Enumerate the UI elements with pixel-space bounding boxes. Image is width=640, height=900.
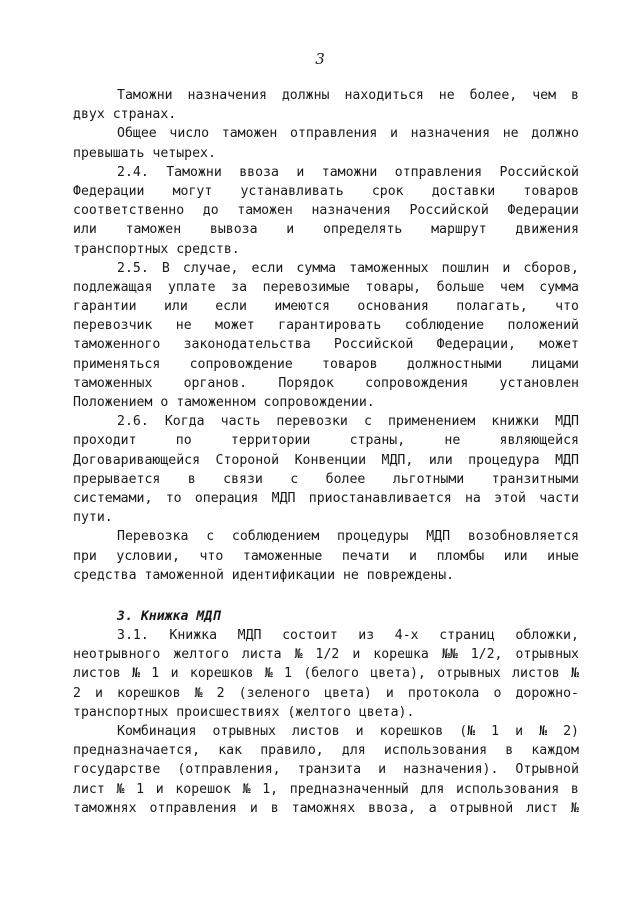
word: 2 [73,685,81,701]
section-heading: 3. Книжка МДП [117,608,221,624]
word: Российской [333,337,414,353]
word: основания [357,299,429,315]
word: (№ [459,724,476,739]
word: каждом [531,743,579,759]
word: таможенных [349,260,429,276]
word: системами, [73,490,153,506]
word: МДП, [381,452,414,468]
word: (белого [303,666,359,682]
word: № [539,724,548,739]
word: страниц [439,628,495,644]
word: 1/2 [315,647,340,663]
word: таможен [125,222,182,238]
text-line [73,259,579,278]
word: до [202,203,219,219]
word: ввоза, [368,800,416,816]
word: лист [526,800,558,816]
word: подлежащая [73,279,153,295]
word: не [175,318,192,334]
word: цвета) [324,685,372,701]
word: процедура [468,452,540,468]
word: цвета), [370,666,426,682]
word: 1 [136,781,145,797]
text-line [73,760,579,779]
word: использования [456,781,560,797]
text-line: пути. [73,510,113,526]
word: 1/2, [470,647,503,663]
word: 2.6. [117,414,149,430]
word: Порядок [278,375,334,391]
word: таможен [237,203,293,219]
word: Договаривающейся [73,452,201,468]
word: проходит [73,433,137,449]
word: должностными [406,356,503,372]
document-body [73,86,579,818]
word: доставки [431,183,496,199]
word: и [286,222,295,238]
word: Федерации [507,203,579,219]
word: соблюдением [231,529,320,545]
word: сопровождение [189,356,293,372]
word: срок [371,183,404,199]
word: МДП [237,628,262,644]
word: и [296,164,305,180]
word: таможен [221,126,278,142]
word: положений [507,318,579,334]
text-line [73,278,579,297]
word: государстве [73,762,161,778]
word: Таможни [117,88,173,103]
word: № [116,781,125,797]
word: сборов, [523,260,579,276]
word: вывоза [209,222,258,238]
text-line [73,626,579,645]
text-line: транспортных происшествиях (желтого цвета). [73,704,415,720]
word: может [215,318,255,334]
text-line: превышать четырех. [73,145,216,161]
page-number: 3 [315,50,325,68]
word: или [503,548,528,564]
word: больше [436,279,485,295]
word: отправления [290,126,378,142]
word: и [355,724,364,739]
word: должно [531,126,579,142]
word: а [428,800,437,816]
word: 4-х [394,628,419,644]
text-line [73,335,579,354]
word: использования [383,743,488,759]
word: Российской [409,203,489,219]
word: установлен [499,375,579,391]
word: для [341,743,366,759]
word: листов [512,666,560,682]
word: № [194,685,203,701]
word: часть [220,414,261,430]
word: на [464,490,481,506]
word: может [539,337,579,353]
word: и [409,548,417,564]
word: Российской [499,164,579,180]
word: назначения [187,88,267,103]
word: маршрут [431,222,487,238]
word: Стороной [215,452,280,468]
word: полагать, [456,299,528,315]
text-line [73,527,579,546]
text-line [73,684,579,703]
word: 2.4. [117,164,149,180]
word: правило, [260,743,324,759]
word: товаров [523,183,579,199]
word: с [290,471,299,487]
text-line [73,201,579,220]
word: и [170,666,179,682]
word: таможенных [73,375,153,391]
word: и [249,800,258,816]
paragraph-gap [73,585,579,607]
word: гарантировать [278,318,382,334]
word: что [199,548,224,564]
word: 1 [151,666,160,682]
word: МДП [426,529,451,545]
word: дорожно- [515,685,579,701]
word: Конвенции [294,452,367,468]
word: в [505,743,514,759]
word: товаров [322,356,378,372]
word: сумма [539,279,579,295]
word: лист [73,781,105,797]
word: сопровождения [365,375,469,391]
word: перевозчик [73,318,153,334]
word: условии, [116,548,180,564]
word: случае, [182,260,239,276]
word: или [73,222,97,238]
word: пломбы [436,548,485,564]
word: за [231,279,248,295]
word: уплате [167,279,216,295]
word: применением [387,414,476,430]
word: таможнях [73,800,137,816]
word: Федерации [73,183,145,199]
word: в [270,800,279,816]
word: движения [515,222,579,238]
word: В [161,260,170,276]
word: Книжка [169,628,218,644]
text-line [73,470,579,489]
word: соответственно [73,203,185,219]
word: определять [322,222,403,238]
word: (отправления, [177,762,281,778]
word: отрывной [449,800,514,816]
word: назначения). [403,762,499,778]
word: и [390,126,398,142]
text-line [73,124,579,143]
text-line [73,182,579,201]
word: № [570,800,579,816]
word: и [502,260,511,276]
word: должны [281,88,330,103]
word: 1 [284,666,292,682]
word: иные [547,548,579,564]
word: предназначенный [289,781,409,797]
word: не [438,88,455,103]
word: соблюдение [404,318,485,334]
word: льготными [392,471,465,487]
text-line: Положением о таможенном сопровождении. [73,395,375,410]
word: о [493,685,502,701]
word: если [251,260,284,276]
word: отправления [394,164,483,180]
word: находиться [344,88,424,103]
word: связи [223,471,263,487]
word: листов [73,666,121,682]
text-line [73,645,579,664]
word: листа [241,647,282,663]
word: печати [341,548,390,564]
word: и [385,685,394,701]
word: пошлин [441,260,490,276]
word: 2 [216,685,225,701]
word: с [206,529,215,545]
word: обложки, [515,628,579,644]
word: и [352,647,361,663]
word: являющейся [499,433,579,449]
word: более [325,471,366,487]
word: МДП [271,490,296,506]
word: для [420,781,445,797]
word: товары, [365,279,422,295]
word: №№ [441,647,458,663]
word: назначения [311,203,391,219]
word: в [187,471,196,487]
word: по [175,433,192,449]
word: то [165,490,182,506]
text-line [73,489,579,508]
word: органов. [183,375,248,391]
text-line [73,431,579,450]
text-line [73,741,579,760]
text-line: средства таможенной идентификации не повреждены. [73,567,455,583]
word: и [95,685,103,701]
text-line [73,780,579,799]
word: из [358,628,375,644]
word: неотрывного [73,647,161,663]
word: № [242,781,251,797]
word: № [264,666,273,682]
word: законодательства [183,337,311,353]
word: могут [172,183,213,199]
word: и [155,781,164,797]
text-line [73,220,579,239]
word: территории [230,433,311,449]
word: Таможни [166,164,222,180]
word: чем [532,88,557,103]
word: Федерации, [436,337,516,353]
word: процедуры [337,529,409,545]
word: желтого [173,647,229,663]
word: 2) [563,724,579,739]
word: корешков [189,666,254,682]
word: 2.5. [117,260,149,276]
word: возобновляется [467,529,579,545]
word: устанавливать [240,183,344,199]
word: в [570,88,579,103]
word: № [131,666,140,682]
word: назначения [410,126,491,142]
text-line [73,297,579,316]
word: 3.1. [117,628,149,644]
word: чем [499,279,524,295]
text-line: транспортных средств. [73,241,240,257]
word: корешка [373,647,429,663]
word: таможенного [73,337,161,353]
word: Когда [164,414,205,430]
word: МДП [555,414,579,430]
word: в [570,781,579,797]
word: части [539,490,579,506]
word: гарантии [73,299,137,315]
text-line [73,86,579,105]
word: МДП [555,452,579,468]
word: не [444,433,461,449]
word: или [163,299,188,315]
word: операция [194,490,259,506]
word: что [555,299,579,315]
word: имеются [274,299,330,315]
text-line [73,355,579,374]
word: 1 [491,724,500,739]
word: транзита [297,762,362,778]
word: № [571,666,579,682]
word: ввоза [239,164,279,180]
word: отрывных [437,666,501,682]
word: отправления [149,800,237,816]
word: таможнях [291,800,356,816]
word: применяться [73,356,161,372]
text-line [73,547,579,566]
word: протокола [407,685,480,701]
word: и [515,724,524,739]
word: более, [469,88,518,103]
word: Общее [117,126,157,142]
word: с [363,414,372,430]
word: или [428,452,453,468]
word: как [218,743,243,759]
word: корешков [379,724,444,739]
word: № [294,647,303,663]
text-line [73,451,579,470]
word: не [502,126,519,142]
text-line [73,799,579,818]
word: Перевозка [117,529,189,545]
word: и [378,762,387,778]
word: листов [292,724,340,739]
text-line [73,722,579,741]
word: при [73,548,97,564]
word: лицами [531,356,579,372]
word: если [215,299,247,315]
word: Отрывной [515,762,579,778]
word: таможни [321,164,378,180]
word: перевозимые [262,279,350,295]
word: отрывных [212,724,276,739]
word: приостанавливается [308,490,452,506]
word: транзитными [491,471,579,487]
word: (зеленого [238,685,311,701]
word: 1, [262,781,279,797]
word: предназначается, [73,743,201,759]
word: прерывается [73,471,161,487]
word: Комбинация [117,724,197,739]
text-line [73,374,579,393]
word: число [169,126,210,142]
text-line [73,316,579,335]
text-line: двух странах. [73,107,177,123]
word: отрывных [515,647,579,663]
word: сумма [296,260,337,276]
word: таможенные [242,548,323,564]
text-line [73,412,579,431]
text-line [73,163,579,182]
word: книжки [491,414,540,430]
word: перевозки [276,414,348,430]
text-line [73,664,579,683]
word: этой [494,490,526,506]
word: корешков [117,685,181,701]
word: состоит [282,628,338,644]
word: корешок [175,781,231,797]
word: страны, [349,433,406,449]
